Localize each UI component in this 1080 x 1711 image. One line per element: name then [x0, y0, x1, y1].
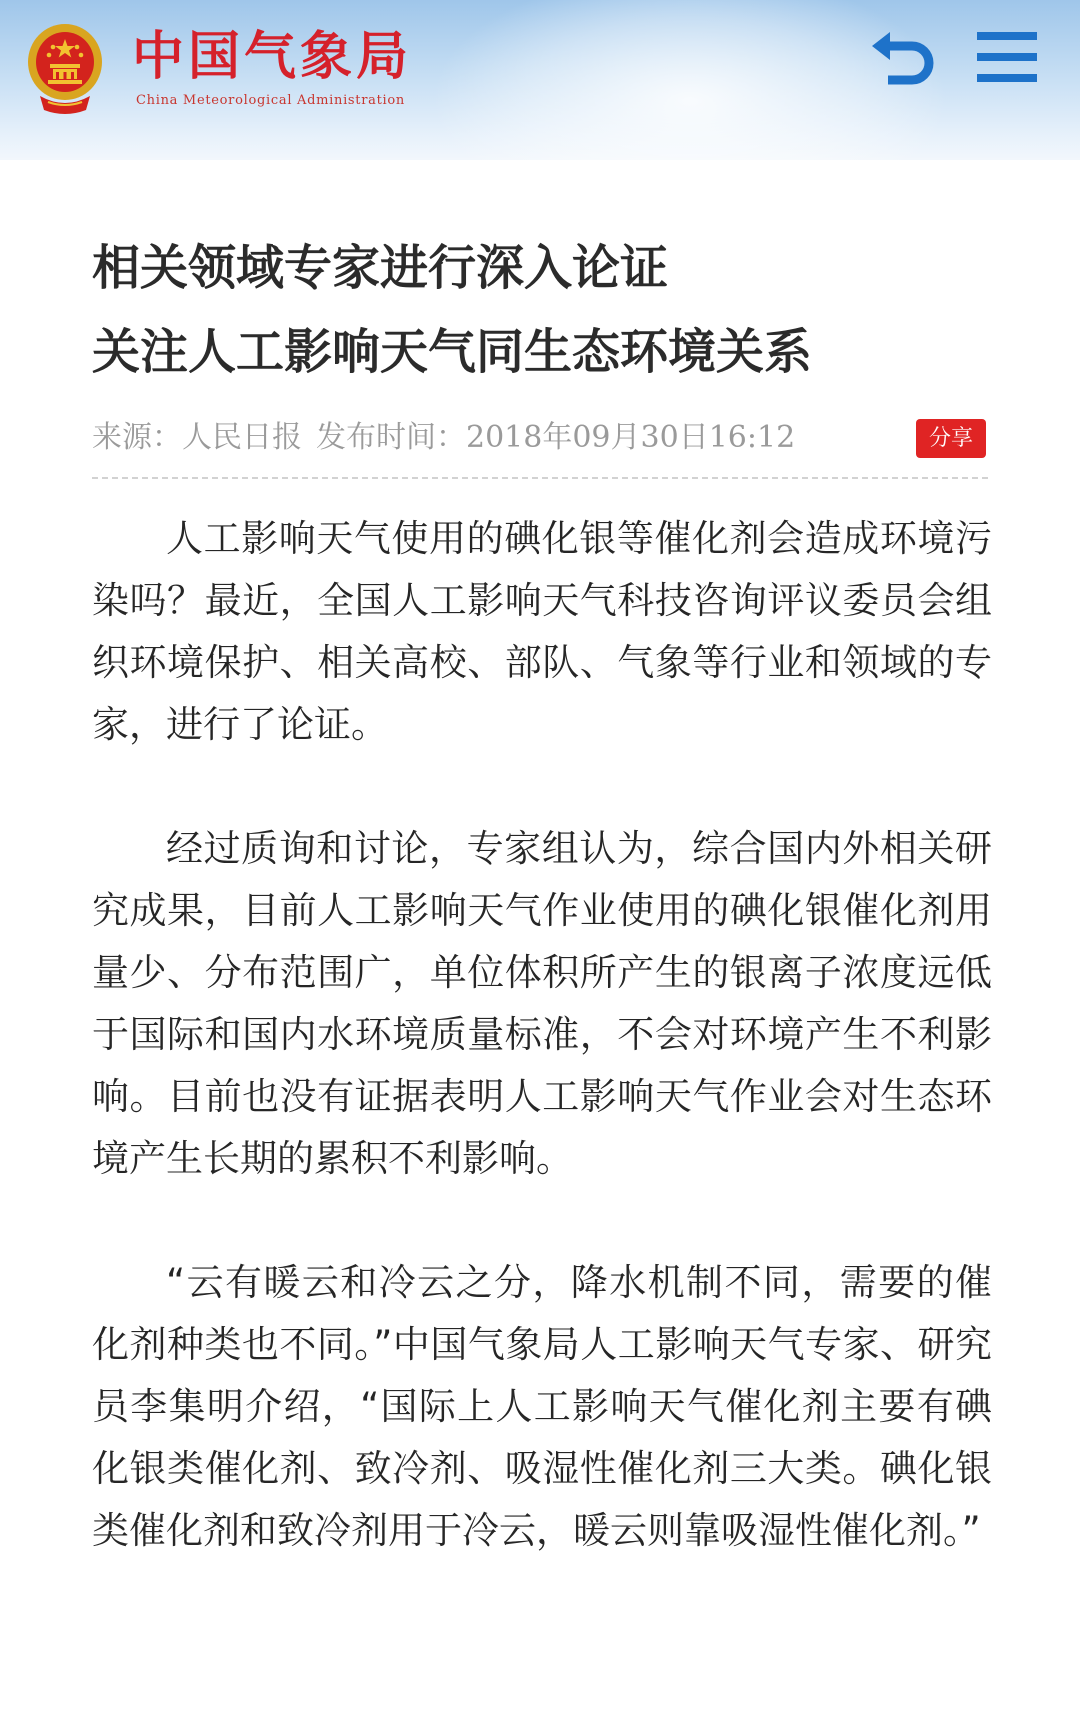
article-publish-time: 发布时间：2018年09月30日16:12	[316, 420, 796, 455]
article-source: 来源：人民日报	[92, 420, 302, 455]
site-header	[0, 0, 1080, 160]
article-title-line: 关注人工影响天气同生态环境关系	[92, 324, 813, 380]
site-logo-title: 中国气象局	[132, 26, 413, 87]
article-paragraph: “云有暖云和冷云之分，降水机制不同，需要的催化剂种类也不同。”中国气象局人工影响天气专家、研究员李集明介绍，“国际上人工影响天气催化剂主要有碘化银类催化剂、致冷剂、吸湿性催化剂三大类。碘化银类催化剂和致冷剂用于冷云，暖云则靠吸湿性催化剂。”	[92, 1261, 992, 1552]
article-meta	[92, 414, 809, 462]
article-paragraph: 人工影响天气使用的碘化银等催化剂会造成环境污染吗？最近，全国人工影响天气科技咨询评议委员会组织环境保护、相关高校、部队、气象等行业和领域的专家，进行了论证。	[92, 517, 992, 746]
site-logo-subtitle: China Meteorological Administration	[136, 93, 405, 108]
share-button[interactable]: 分享	[916, 419, 986, 458]
hamburger-menu-icon[interactable]	[977, 30, 1037, 84]
meta-divider	[92, 477, 988, 479]
back-arrow-icon[interactable]	[872, 30, 938, 90]
article-paragraph: 经过质询和讨论，专家组认为，综合国内外相关研究成果，目前人工影响天气作业使用的碘化银催化剂用量少、分布范围广，单位体积所产生的银离子浓度远低于国际和国内水环境质量标准，不会对环境产生不利影响。目前也没有证据表明人工影响天气作业会对生态环境产生长期的累积不利影响。	[92, 827, 992, 1180]
national-emblem-icon	[26, 22, 104, 118]
article-body	[92, 508, 992, 1624]
article-title	[92, 226, 1012, 394]
article-title-line: 相关领域专家进行深入论证	[92, 240, 669, 296]
